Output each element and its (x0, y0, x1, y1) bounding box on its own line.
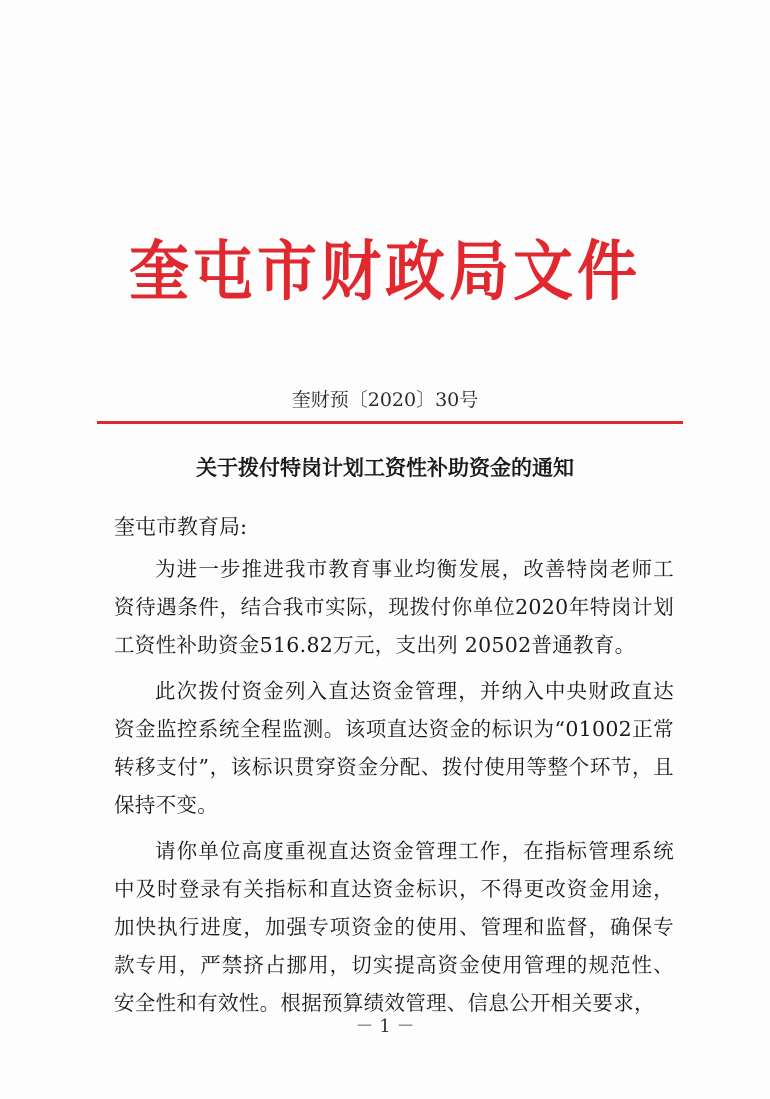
body-paragraph-1: 为进一步推进我市教育事业均衡发展，改善特岗老师工资待遇条件，结合我市实际，现拨付你单位2020年特岗计划工资性补助资金516.82万元，支出列 20502普通教育。 (114, 557, 674, 657)
addressee: 奎屯市教育局: (114, 515, 248, 539)
document-body (114, 550, 674, 1030)
page-number: － 1 － (355, 1016, 415, 1037)
document-title: 关于拨付特岗计划工资性补助资金的通知 (196, 455, 574, 480)
body-paragraph-3: 请你单位高度重视直达资金管理工作，在指标管理系统中及时登录有关指标和直达资金标识，不得更改资金用途，加快执行进度，加强专项资金的使用、管理和监督，确保专款专用，严禁挤占挪用，切实提高资金使用管理的规范性、安全性和有效性。根据预算绩效管理、信息公开相关要求， (114, 839, 674, 1015)
body-paragraph-2: 此次拨付资金列入直达资金管理，并纳入中央财政直达资金监控系统全程监测。该项直达资金的标识为“01002正常转移支付”，该标识贯穿资金分配、拨付使用等整个环节，且保持不变。 (114, 679, 674, 817)
red-divider-line (97, 421, 683, 424)
issuer-header: 奎屯市财政局文件 (129, 234, 641, 310)
document-number: 奎财预〔2020〕30号 (291, 389, 479, 411)
